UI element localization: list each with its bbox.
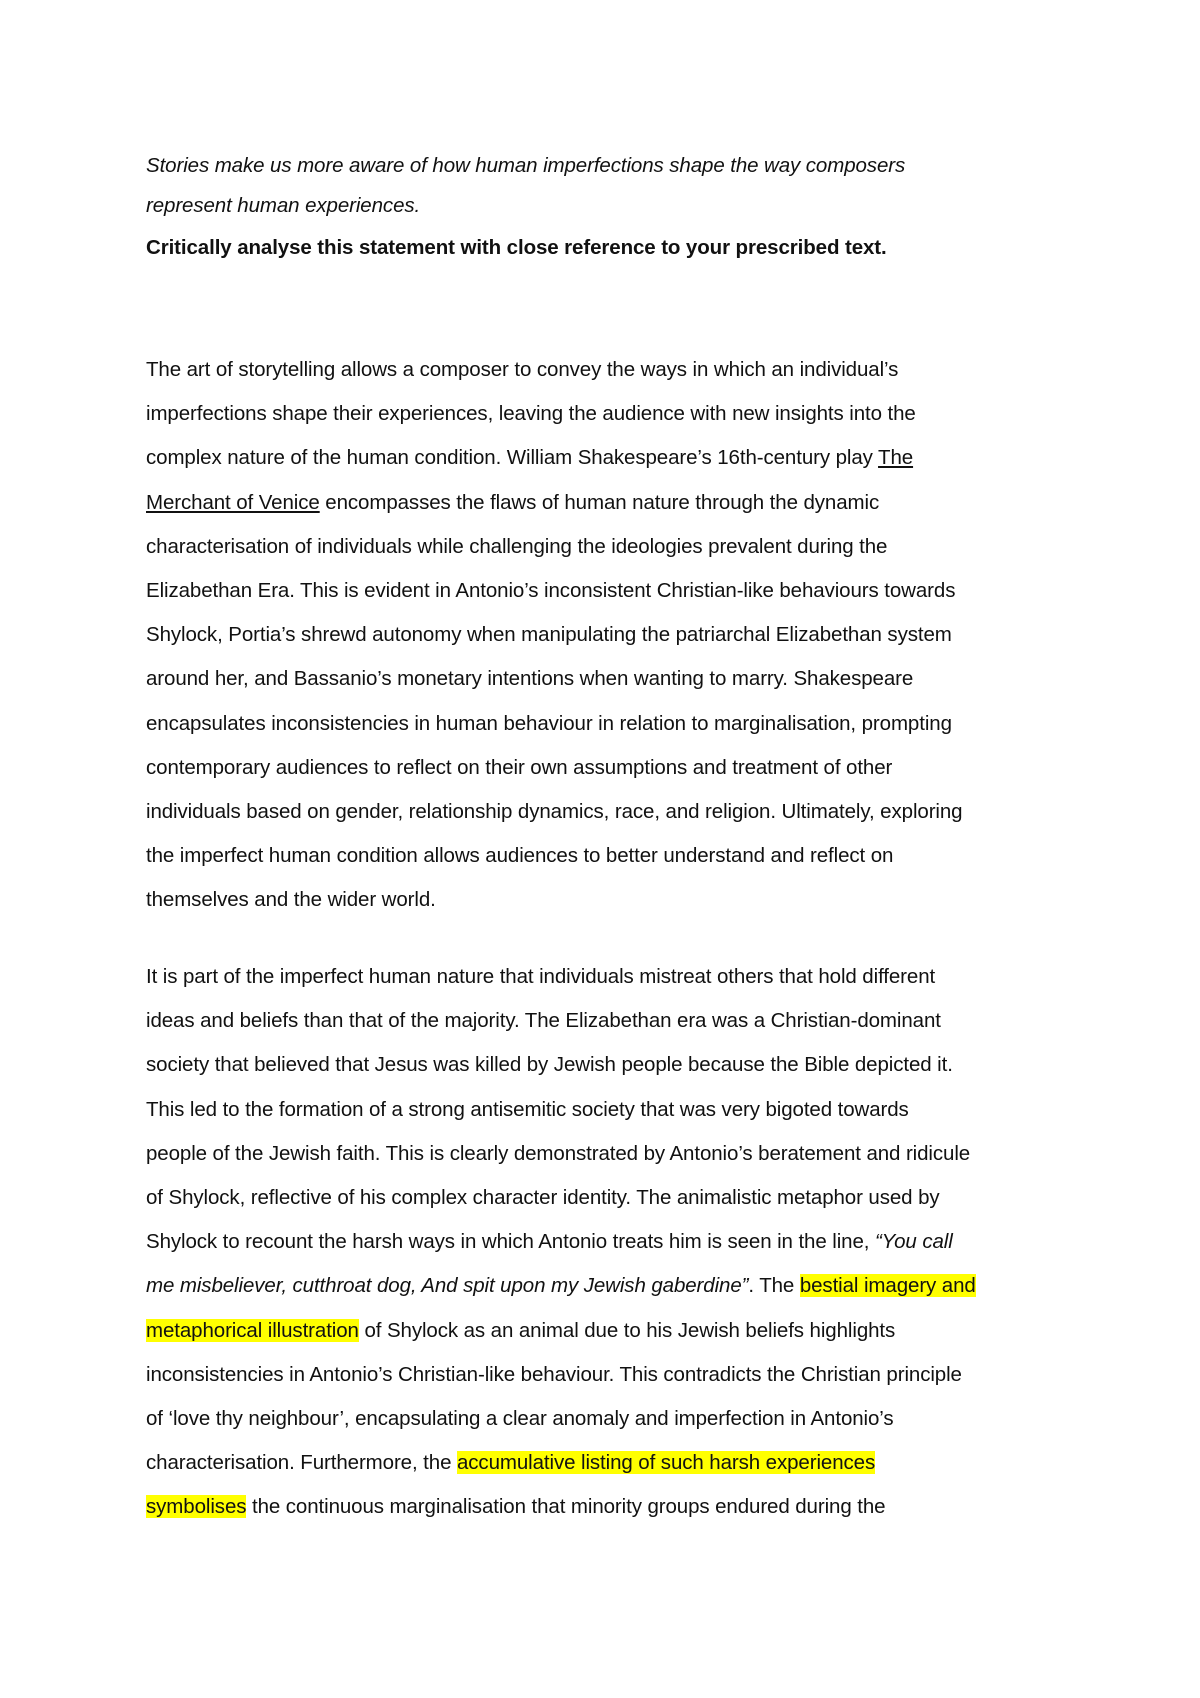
paragraph-line	[146, 1264, 1076, 1308]
paragraph-line	[146, 436, 1076, 480]
line-text: the continuous marginalisation that minority groups endured during the	[246, 1495, 886, 1519]
prompt-instruction: Critically analyse this statement with close reference to your prescribed text.	[146, 236, 887, 259]
prompt-statement-line-2: represent human experiences.	[146, 194, 421, 217]
play-title-part-2: Merchant of Venice	[146, 490, 320, 514]
paragraph-line	[146, 1441, 1076, 1485]
paragraph-body	[146, 955, 1076, 1530]
paragraph-line: ideas and beliefs than that of the majority. The Elizabethan era was a Christian-dominant	[146, 1009, 941, 1033]
quote-text: “You call	[874, 1230, 953, 1254]
paragraph-line: society that believed that Jesus was killed by Jewish people because the Bible depicted it.	[146, 1053, 953, 1077]
paragraph-line: Elizabethan Era. This is evident in Antonio’s inconsistent Christian-like behaviours towards	[146, 579, 956, 603]
paragraph-line	[146, 1220, 1076, 1264]
paragraph-line: themselves and the wider world.	[146, 888, 436, 912]
line-text: . The	[748, 1274, 800, 1298]
line-text: complex nature of the human condition. William Shakespeare’s 16th-century play	[146, 446, 879, 470]
highlighted-text: accumulative listing of such harsh experiences	[456, 1451, 876, 1475]
paragraph-line: individuals based on gender, relationship dynamics, race, and religion. Ultimately, exploring	[146, 800, 963, 824]
paragraph-line: The art of storytelling allows a composer to convey the ways in which an individual’s	[146, 358, 899, 381]
paragraph-line: people of the Jewish faith. This is clearly demonstrated by Antonio’s beratement and ridicule	[146, 1141, 971, 1165]
paragraph-line: contemporary audiences to reflect on their own assumptions and treatment of other	[146, 755, 893, 779]
paragraph-line: It is part of the imperfect human nature that individuals mistreat others that hold different	[146, 965, 936, 988]
paragraph-line: encapsulates inconsistencies in human behaviour in relation to marginalisation, prompting	[146, 711, 952, 735]
line-text: encompasses the flaws of human nature through the dynamic	[319, 490, 880, 514]
play-title-part-1: The	[878, 446, 914, 470]
paragraph-line: of Shylock, reflective of his complex character identity. The animalistic metaphor used by	[146, 1186, 940, 1210]
paragraph-line: around her, and Bassanio’s monetary intentions when wanting to marry. Shakespeare	[146, 667, 914, 691]
paragraph-line: imperfections shape their experiences, leaving the audience with new insights into the	[146, 402, 916, 426]
line-text: Shylock to recount the harsh ways in which Antonio treats him is seen in the line,	[146, 1230, 875, 1254]
paragraph-line: the imperfect human condition allows audiences to better understand and reflect on	[146, 844, 894, 868]
paragraph-introduction	[146, 348, 1076, 923]
line-text: characterisation. Furthermore, the	[146, 1451, 457, 1475]
essay-prompt	[146, 146, 1076, 270]
paragraph-line	[146, 1309, 1076, 1353]
paragraph-line	[146, 1485, 1076, 1529]
paragraph-line: This led to the formation of a strong antisemitic society that was very bigoted towards	[146, 1097, 909, 1121]
paragraph-line: inconsistencies in Antonio’s Christian-like behaviour. This contradicts the Christian principle	[146, 1362, 962, 1386]
paragraph-line: of ‘love thy neighbour’, encapsulating a clear anomaly and imperfection in Antonio’s	[146, 1407, 894, 1431]
quote-text: me misbeliever, cutthroat dog, And spit upon my Jewish gaberdine”	[146, 1274, 749, 1298]
highlighted-text: metaphorical illustration	[146, 1318, 359, 1342]
line-text: of Shylock as an animal due to his Jewish beliefs highlights	[358, 1318, 896, 1342]
highlighted-text: bestial imagery and	[799, 1274, 976, 1298]
paragraph-line: characterisation of individuals while challenging the ideologies prevalent during the	[146, 534, 888, 558]
paragraph-line	[146, 481, 1076, 525]
prompt-statement-line-1: Stories make us more aware of how human imperfections shape the way composers	[146, 154, 906, 177]
highlighted-text: symbolises	[146, 1495, 247, 1519]
paragraph-line: Shylock, Portia’s shrewd autonomy when manipulating the patriarchal Elizabethan system	[146, 623, 952, 647]
